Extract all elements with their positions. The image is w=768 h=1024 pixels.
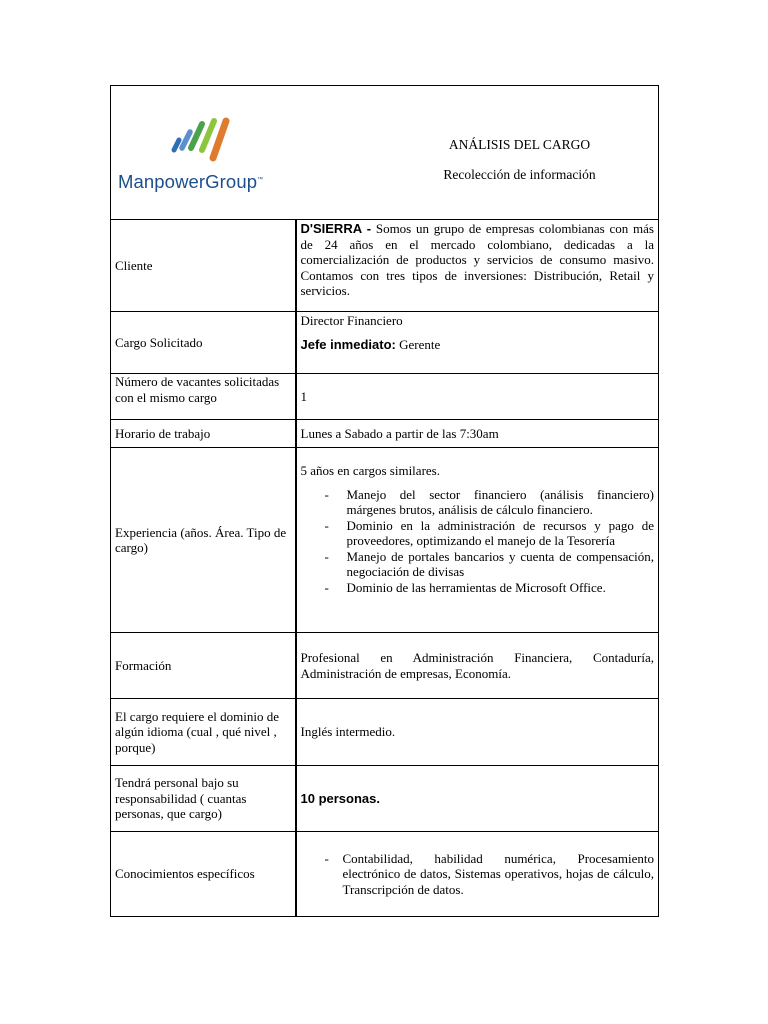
row-formacion xyxy=(111,633,659,699)
row-idioma xyxy=(111,699,659,766)
list-item: - Contabilidad, habilidad numérica, Procesamiento electrónico de datos, Sistemas operativos, hojas de cálculo, Transcripción de datos. xyxy=(301,851,655,898)
label-conocimientos: Conocimientos específicos xyxy=(111,832,296,917)
cargo-value: Director Financiero xyxy=(300,313,403,328)
document-subtitle: Recolección de información xyxy=(443,166,596,182)
experiencia-list xyxy=(301,487,655,596)
row-cargo xyxy=(111,312,659,374)
value-personal: 10 personas. xyxy=(296,766,659,832)
label-personal: Tendrá personal bajo su responsabilidad ( cuantas personas, que cargo) xyxy=(111,766,296,832)
value-horario: Lunes a Sabado a partir de las 7:30am xyxy=(296,420,659,448)
row-vacantes xyxy=(111,374,659,420)
value-formacion: Profesional en Administración Financiera, Contaduría, Administración de empresas, Economía. xyxy=(296,633,659,699)
value-experiencia xyxy=(296,448,659,633)
label-cargo: Cargo Solicitado xyxy=(111,312,296,374)
row-personal xyxy=(111,766,659,832)
experiencia-intro: 5 años en cargos similares. xyxy=(300,463,440,478)
header-cell xyxy=(111,86,659,220)
row-experiencia xyxy=(111,448,659,633)
label-formacion: Formación xyxy=(111,633,296,699)
document-title: ANÁLISIS DEL CARGO xyxy=(448,137,591,152)
jefe-inmediato xyxy=(301,337,655,353)
label-experiencia: Experiencia (años. Área. Tipo de cargo) xyxy=(111,448,296,633)
label-cliente: Cliente xyxy=(111,220,296,312)
job-analysis-table xyxy=(110,85,659,917)
list-item: - Manejo de portales bancarios y cuenta de compensación, negociación de divisas xyxy=(301,549,655,580)
logo-text: ManpowerGroup™ xyxy=(118,171,264,193)
jefe-value: Gerente xyxy=(395,336,441,352)
manpowergroup-logo-icon xyxy=(119,114,279,174)
client-description: Somos un grupo de empresas colombianas con más de 24 años en el mercado colombiano, dedicadas a la comercialización de productos y servicios de consumo masivo. Contamos con tres tipos de inversiones: Distribución, Retail y servicios. xyxy=(300,221,654,298)
row-cliente xyxy=(111,220,659,312)
label-horario: Horario de trabajo xyxy=(111,420,296,448)
list-item: - Manejo del sector financiero (análisis financiero) márgenes brutos, análisis de cálculo financiero. xyxy=(301,487,655,518)
value-vacantes: 1 xyxy=(296,374,659,420)
header-row xyxy=(111,86,659,220)
value-cargo xyxy=(296,312,659,374)
value-cliente xyxy=(296,220,659,312)
client-brand: D'SIERRA - xyxy=(300,221,372,236)
header-titles xyxy=(385,137,654,182)
row-horario xyxy=(111,420,659,448)
jefe-label: Jefe inmediato: xyxy=(300,336,396,352)
label-vacantes: Número de vacantes solicitadas con el mismo cargo xyxy=(111,374,296,420)
list-item: - Dominio de las herramientas de Microsoft Office. xyxy=(301,580,655,596)
row-conocimientos xyxy=(111,832,659,917)
conocimientos-list xyxy=(301,851,655,898)
value-conocimientos xyxy=(296,832,659,917)
label-idioma: El cargo requiere el dominio de algún idioma (cual , qué nivel , porque) xyxy=(111,699,296,766)
value-idioma: Inglés intermedio. xyxy=(296,699,659,766)
list-item: - Dominio en la administración de recursos y pago de proveedores, optimizando el manejo de la Tesorería xyxy=(301,518,655,549)
